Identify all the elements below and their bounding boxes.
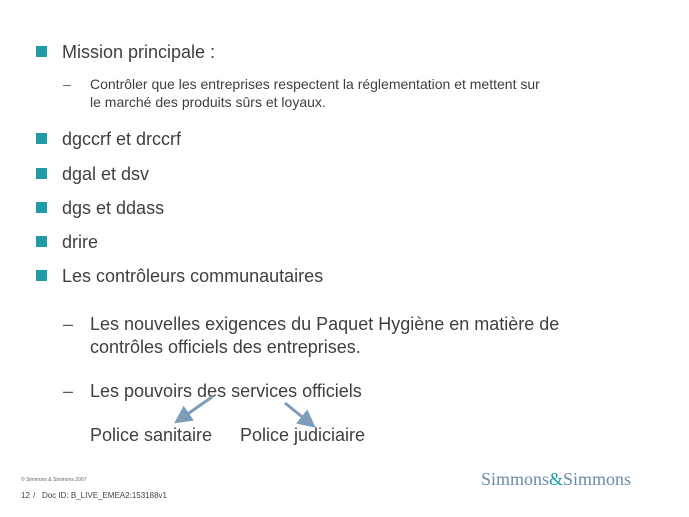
logo-word-left: Simmons [481,469,550,489]
bullet-text: dgccrf et drccrf [62,129,182,149]
sub-item-line: Les nouvelles exigences du Paquet Hygiène en matière de [90,314,560,334]
bullet-text: drire [62,232,99,252]
dash-marker: – [63,76,71,92]
bullet-text: Les contrôleurs communautaires [62,266,324,286]
arrow-right-icon [285,403,311,424]
bullet-text: Mission principale : [62,42,216,62]
police-sanitaire-label: Police sanitaire [90,425,213,445]
page-number: 12 [21,491,30,500]
sub-item-line: Contrôler que les entreprises respectent la réglementation et mettent sur [90,76,540,92]
sub-item-line: Les pouvoirs des services officiels [90,381,362,401]
sub-item-line: contrôles officiels des entreprises. [90,337,361,357]
logo-word-right: Simmons [563,469,632,489]
bullet-text: dgal et dsv [62,164,150,184]
police-judiciaire-label: Police judiciaire [240,425,366,445]
dash-marker: – [63,314,74,334]
arrow-left-icon [179,397,212,420]
doc-id: Doc ID: B_LIVE_EMEA2:153188v1 [42,491,167,500]
sub-item-line: le marché des produits sûrs et loyaux. [90,94,326,110]
copyright-text: © Simmons & Simmons 2007 [21,477,87,483]
bullet-text: dgs et ddass [62,198,165,218]
simmons-logo [481,467,631,491]
dash-marker: – [63,381,74,401]
logo-ampersand: & [549,469,564,489]
page-separator: / [33,491,36,500]
